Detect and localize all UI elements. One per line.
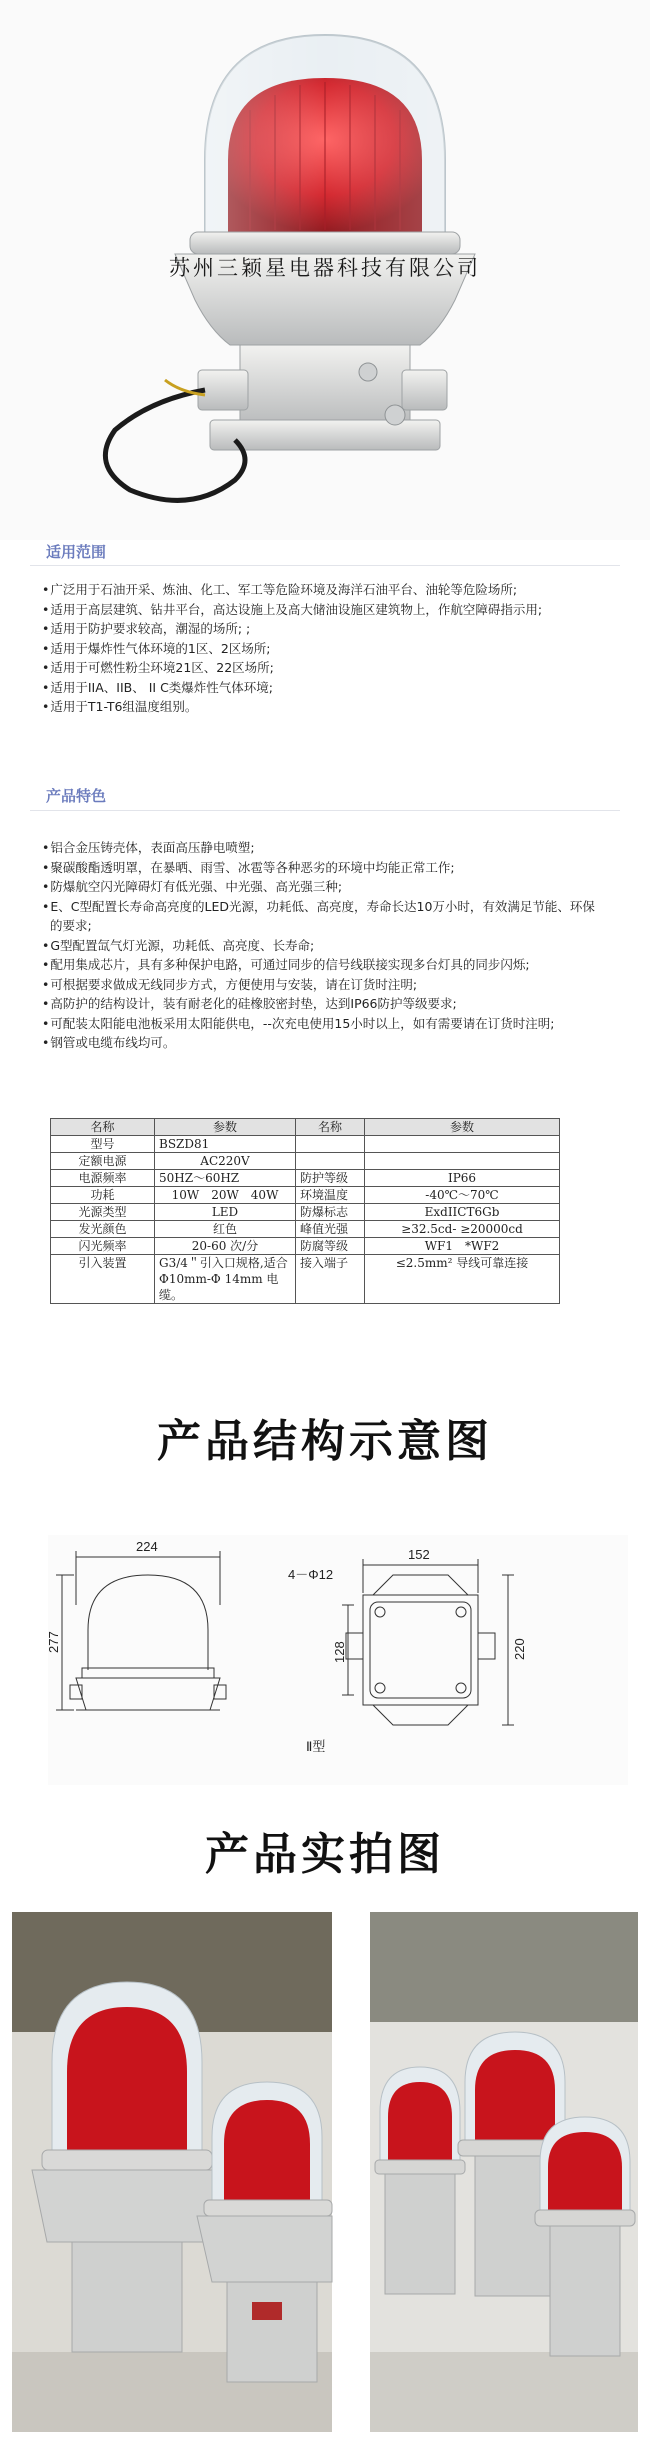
list-item: • 适用于IIA、IIB、 II C类爆炸性气体环境; [42,678,602,698]
table-row [51,1255,560,1304]
list-item: • 可配装太阳能电池板采用太阳能供电，--次充电使用15小时以上，如有需要请在订货时注明; [42,1014,602,1034]
table-cell: WF1 *WF2 [365,1238,560,1255]
divider [30,810,620,811]
table-cell: 环境温度 [296,1187,365,1204]
table-cell: 功耗 [51,1187,155,1204]
table-cell: 电源频率 [51,1170,155,1187]
dim-base-width-label: 152 [408,1547,430,1562]
table-cell: 防腐等级 [296,1238,365,1255]
table-header-row [51,1119,560,1136]
list-item: • 适用于防护要求较高，潮湿的场所; ; [42,619,602,639]
table-cell: 防爆标志 [296,1204,365,1221]
table-cell: ExdIICT6Gb [365,1204,560,1221]
list-item: • 可根据要求做成无线同步方式，方便使用与安装，请在订货时注明; [42,975,602,995]
table-cell [365,1153,560,1170]
features-list [42,838,602,1053]
table-cell: IP66 [365,1170,560,1187]
list-item: • 高防护的结构设计，装有耐老化的硅橡胶密封垫，达到IP66防护等级要求; [42,994,602,1014]
list-item: • 钢管或电缆布线均可。 [42,1033,602,1053]
photos-title: 产品实拍图 [205,1829,445,1880]
features-heading: 产品特色 [46,787,107,805]
table-cell [365,1136,560,1153]
table-cell: 接入端子 [296,1255,365,1304]
table-row [51,1136,560,1153]
list-item: • 适用于高层建筑、钻井平台，高达设施上及高大储油设施区建筑物上，作航空障碍指示用; [42,600,602,620]
table-cell: 定额电源 [51,1153,155,1170]
table-cell: 峰值光强 [296,1221,365,1238]
table-cell: 10W 20W 40W [155,1187,296,1204]
header-cell: 参数 [155,1119,296,1136]
header-cell: 名称 [296,1119,365,1136]
table-row [51,1221,560,1238]
product-photo-left [12,1912,332,2432]
dim-width-label: 224 [136,1539,158,1554]
dim-total-height-label: 220 [512,1638,527,1660]
table-cell: G3/4＂引入口规格,适合Φ10mm-Φ 14mm 电缆。 [155,1255,296,1304]
list-item: • 适用于爆炸性气体环境的1区、2区场所; [42,639,602,659]
table-cell [296,1136,365,1153]
table-row [51,1204,560,1221]
table-cell: 发光颜色 [51,1221,155,1238]
table-cell: 红色 [155,1221,296,1238]
table-cell: AC220V [155,1153,296,1170]
dimension-drawing [48,1535,628,1785]
table-cell: ≤2.5mm² 导线可靠连接 [365,1255,560,1304]
scope-list [42,580,602,717]
structure-drawing [48,1535,628,1785]
table-cell: 20-60 次/分 [155,1238,296,1255]
table-row [51,1153,560,1170]
list-item: • G型配置氙气灯光源，功耗低、高亮度、长寿命; [42,936,602,956]
structure-title: 产品结构示意图 [157,1416,493,1467]
list-item: • 适用于可燃性粉尘环境21区、22区场所; [42,658,602,678]
table-cell: 闪光频率 [51,1238,155,1255]
table-cell: BSZD81 [155,1136,296,1153]
divider [30,565,620,566]
list-item: • 适用于T1-T6组温度组别。 [42,697,602,717]
table-cell: 50HZ～60HZ [155,1170,296,1187]
list-item: • E、C型配置长寿命高亮度的LED光源，功耗低、高亮度，寿命长达10万小时，有效满足节能、环保的要求; [42,897,602,936]
table-cell: 型号 [51,1136,155,1153]
list-item: • 聚碳酸酯透明罩，在暴晒、雨雪、冰雹等各种恶劣的环境中均能正常工作; [42,858,602,878]
lamp-photo-illustration [370,1912,638,2432]
dim-holes-label: 4－Φ12 [288,1567,334,1582]
list-item: • 配用集成芯片，具有多种保护电路，可通过同步的信号线联接实现多台灯具的同步闪烁; [42,955,602,975]
list-item: • 铝合金压铸壳体，表面高压静电喷塑; [42,838,602,858]
table-cell: 防护等级 [296,1170,365,1187]
company-name: 苏州三颖星电器科技有限公司 [169,256,481,280]
table-cell: -40℃～70℃ [365,1187,560,1204]
list-item: • 广泛用于石油开采、炼油、化工、军工等危险环境及海洋石油平台、油轮等危险场所; [42,580,602,600]
hero-product-image [0,0,650,540]
table-cell [296,1153,365,1170]
header-cell: 参数 [365,1119,560,1136]
header-cell: 名称 [51,1119,155,1136]
table-cell: 引入装置 [51,1255,155,1304]
dim-base-height-label: 128 [332,1641,347,1663]
table-cell: ≥32.5cd- ≥20000cd [365,1221,560,1238]
table-row [51,1170,560,1187]
product-photo-right [370,1912,638,2432]
table-row [51,1187,560,1204]
spec-table [50,1118,560,1304]
table-cell: LED [155,1204,296,1221]
scope-heading: 适用范围 [46,543,107,561]
type-label: Ⅱ型 [306,1739,326,1754]
dim-height-label: 277 [46,1631,61,1653]
lamp-photo-illustration [12,1912,332,2432]
table-row [51,1238,560,1255]
list-item: • 防爆航空闪光障碍灯有低光强、中光强、高光强三种; [42,877,602,897]
table-cell: 光源类型 [51,1204,155,1221]
